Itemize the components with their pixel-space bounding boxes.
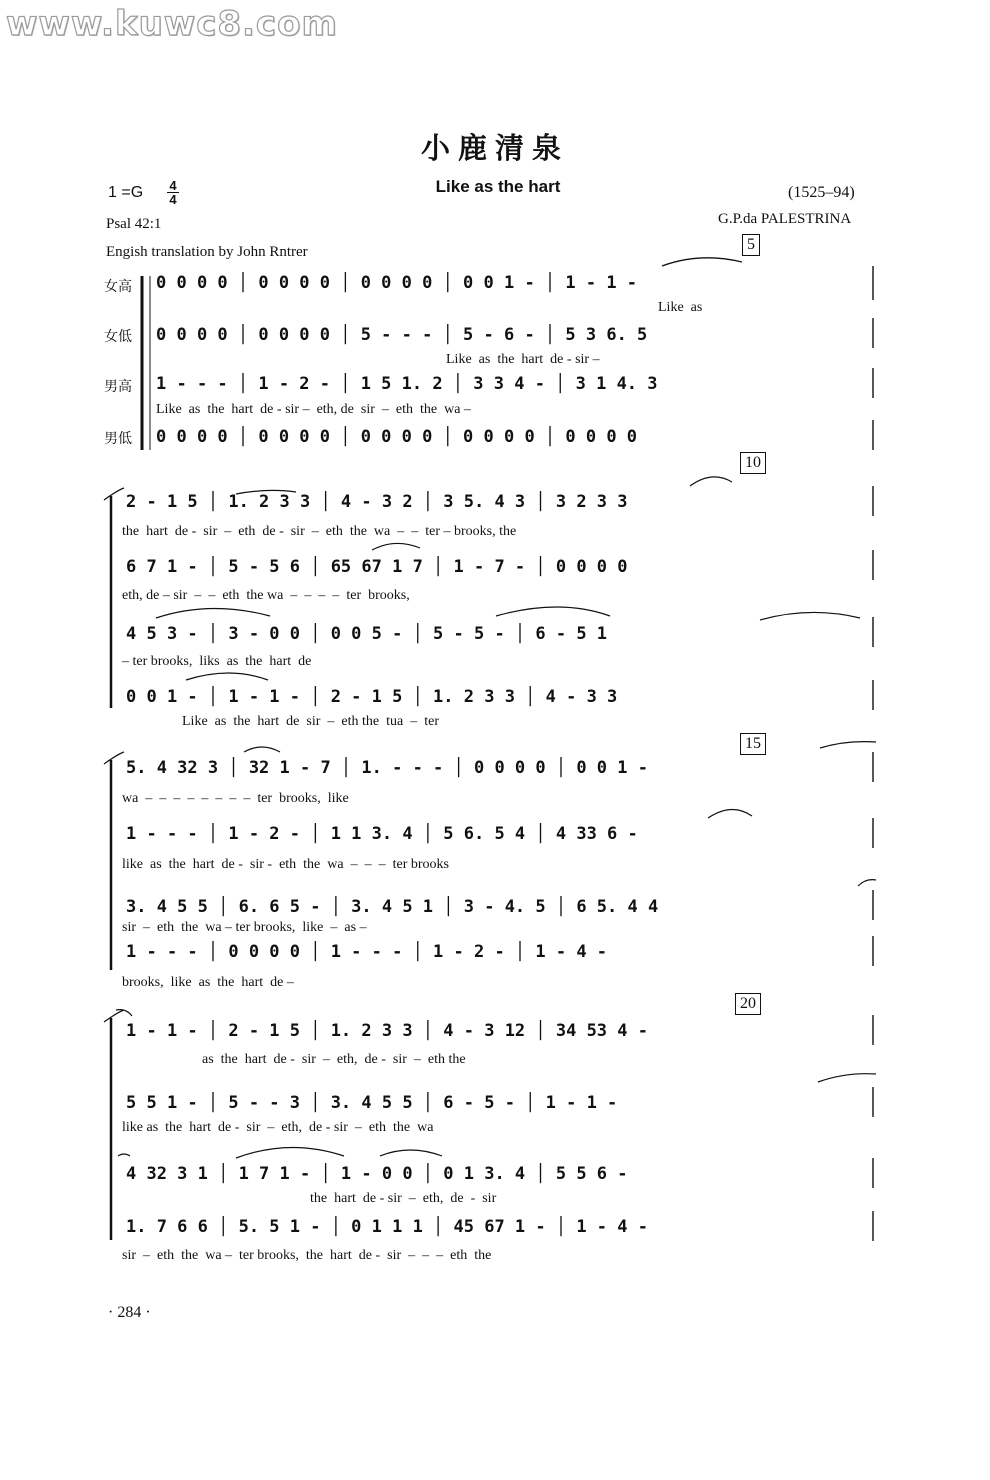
lyrics-row: like as the hart de - sir - eth the wa – – – ter brooks bbox=[122, 857, 449, 872]
notes-row: 0 0 0 0 │ 0 0 0 0 │ 5 - - - │ 5 - 6 - │ 5 3 6. 5 bbox=[156, 325, 648, 345]
slur bbox=[372, 543, 420, 550]
measure-number-10: 10 bbox=[740, 452, 766, 474]
notes-row: 1. 7 6 6 │ 5. 5 1 - │ 0 1 1 1 │ 45 67 1 - │ 1 - 4 - bbox=[126, 1217, 648, 1237]
notes-row: 0 0 0 0 │ 0 0 0 0 │ 0 0 0 0 │ 0 0 1 - │ 1 - 1 - bbox=[156, 273, 638, 293]
notes-row: 6 7 1 - │ 5 - 5 6 │ 65 67 1 7 │ 1 - 7 - │ 0 0 0 0 bbox=[126, 557, 628, 577]
system-bracket bbox=[104, 1010, 124, 1022]
slur bbox=[236, 490, 296, 494]
slur bbox=[708, 809, 752, 818]
slur bbox=[662, 258, 742, 266]
measure-number-15: 15 bbox=[740, 733, 766, 755]
lyrics-row: Like as the hart de - sir – eth, de sir – eth the wa – bbox=[156, 402, 471, 417]
measure-number-20: 20 bbox=[735, 993, 761, 1015]
slur bbox=[118, 1154, 130, 1156]
slur bbox=[858, 880, 876, 886]
subtitle: Like as the hart bbox=[435, 177, 561, 196]
lyrics-row: Like as bbox=[658, 300, 703, 315]
notes-row: 2 - 1 5 │ 1. 2 3 3 │ 4 - 3 2 │ 3 5. 4 3 │ 3 2 3 3 bbox=[126, 492, 628, 512]
notes-row: 4 5 3 - │ 3 - 0 0 │ 0 0 5 - │ 5 - 5 - │ 6 - 5 1 bbox=[126, 624, 608, 644]
lyrics-row: Like as the hart de - sir – bbox=[446, 352, 600, 367]
meter-top: 4 bbox=[169, 178, 177, 193]
notes-row: 5. 4 32 3 │ 32 1 - 7 │ 1. - - - │ 0 0 0 0 │ 0 0 1 - bbox=[126, 758, 648, 778]
lyrics-row: sir – eth the wa – ter brooks, the hart de - sir – – – eth the bbox=[122, 1248, 492, 1263]
lyrics-row: the hart de - sir – eth, de - sir bbox=[310, 1191, 497, 1206]
notes-row: 1 - - - │ 1 - 2 - │ 1 5 1. 2 │ 3 3 4 - │ 3 1 4. 3 bbox=[156, 374, 658, 394]
page-title: 小鹿清泉 bbox=[420, 131, 569, 165]
slur bbox=[236, 1147, 344, 1158]
slur bbox=[156, 608, 270, 618]
voice-label-alto: 女低 bbox=[104, 329, 132, 345]
lyrics-row: brooks, like as the hart de – bbox=[122, 975, 294, 990]
key-signature: 1 =G bbox=[108, 184, 144, 201]
lyrics-row: eth, de – sir – – eth the wa – – – – ter brooks, bbox=[122, 588, 410, 603]
slur bbox=[760, 612, 860, 620]
system-bracket bbox=[104, 752, 124, 764]
slur bbox=[186, 673, 268, 680]
watermark-logo: www.kuwc8.com bbox=[6, 4, 338, 44]
slur bbox=[820, 742, 876, 748]
meter-bottom: 4 bbox=[169, 192, 177, 207]
system-bracket bbox=[104, 488, 124, 500]
lyrics-row: wa – – – – – – – – ter brooks, like bbox=[122, 791, 349, 806]
notes-row: 5 5 1 - │ 5 - - 3 │ 3. 4 5 5 │ 6 - 5 - │ 1 - 1 - bbox=[126, 1093, 618, 1113]
slur bbox=[244, 747, 280, 752]
translation-credit: Engish translation by John Rntrer bbox=[106, 244, 308, 260]
voice-label-bass: 男低 bbox=[104, 431, 132, 447]
voice-label-soprano: 女高 bbox=[104, 279, 132, 295]
page-number: · 284 · bbox=[108, 1304, 151, 1321]
lyrics-row: the hart de - sir – eth de - sir – eth the wa – – ter – brooks, the bbox=[122, 524, 517, 539]
lyrics-row: like as the hart de - sir – eth, de - sir – eth the wa bbox=[122, 1120, 434, 1135]
slur bbox=[690, 477, 732, 486]
measure-number-5: 5 bbox=[742, 234, 760, 256]
psalm-reference: Psal 42:1 bbox=[106, 216, 162, 232]
lyrics-row: Like as the hart de sir – eth the tua – ter bbox=[182, 714, 439, 729]
notes-row: 0 0 0 0 │ 0 0 0 0 │ 0 0 0 0 │ 0 0 0 0 │ 0 0 0 0 bbox=[156, 427, 638, 447]
composer-years: (1525–94) bbox=[788, 184, 855, 201]
notes-row: 4 32 3 1 │ 1 7 1 - │ 1 - 0 0 │ 0 1 3. 4 │ 5 5 6 - bbox=[126, 1164, 628, 1184]
slur bbox=[496, 607, 610, 616]
lyrics-row: sir – eth the wa – ter brooks, like – as – bbox=[122, 920, 367, 935]
composer-name: G.P.da PALESTRINA bbox=[718, 211, 852, 227]
notes-row: 1 - - - │ 0 0 0 0 │ 1 - - - │ 1 - 2 - │ 1 - 4 - bbox=[126, 942, 608, 962]
notes-row: 3. 4 5 5 │ 6. 6 5 - │ 3. 4 5 1 │ 3 - 4. 5 │ 6 5. 4 4 bbox=[126, 897, 659, 917]
slur bbox=[818, 1074, 876, 1082]
voice-label-tenor: 男高 bbox=[104, 379, 132, 395]
lyrics-row: as the hart de - sir – eth, de - sir – eth the bbox=[202, 1052, 466, 1067]
lyrics-row: – ter brooks, liks as the hart de bbox=[122, 654, 312, 669]
notes-row: 1 - - - │ 1 - 2 - │ 1 1 3. 4 │ 5 6. 5 4 │ 4 33 6 - bbox=[126, 824, 638, 844]
slur bbox=[380, 1150, 442, 1156]
notes-row: 1 - 1 - │ 2 - 1 5 │ 1. 2 3 3 │ 4 - 3 12 │ 34 53 4 - bbox=[126, 1021, 648, 1041]
notes-row: 0 0 1 - │ 1 - 1 - │ 2 - 1 5 │ 1. 2 3 3 │ 4 - 3 3 bbox=[126, 687, 618, 707]
